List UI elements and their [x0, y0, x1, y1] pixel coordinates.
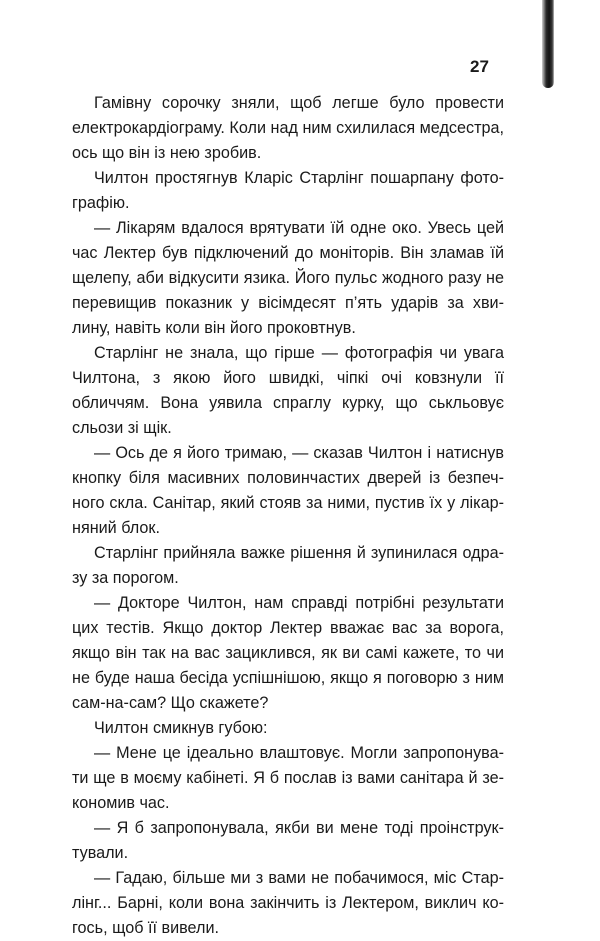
paragraph: Старлінг не знала, що гірше — фотографія чи увага Чилтона, з якою його швидкі, чіпкі очі ковзнули її обличчям. Вона уявила спраглу курку, що ськльовує сльози зі щік. [72, 344, 504, 437]
paragraph: — Я б запропонувала, якби ви мене тоді проінструктували. [72, 819, 504, 862]
paragraph: — Ось де я його тримаю, — сказав Чилтон і натиснув кнопку біля масивних половинчастих дверей із безпечного скла. Санітар, який стояв за ними, пустив їх у лікарняний блок. [72, 444, 504, 537]
paragraph: Гамівну сорочку зняли, щоб легше було провести електрокардіограму. Коли над ним схилилася медсестра, ось що він із нею зробив. [72, 94, 504, 162]
paragraph: Старлінг прийняла важке рішення й зупинилася одразу за порогом. [72, 544, 504, 587]
page-edge-marker [542, 0, 554, 88]
paragraph: — Гадаю, більше ми з вами не побачимося, міс Старлінг... Барні, коли вона закінчить із Лектером, виклич когось, щоб її вивели. [72, 869, 504, 937]
body-text [72, 91, 504, 941]
paragraph: Чилтон смикнув губою: [94, 719, 268, 737]
paragraph: — Докторе Чилтон, нам справді потрібні результати цих тестів. Якщо доктор Лектер вважає вас за ворога, якщо він так на вас зациклився, як ви самі кажете, то чи не буде наша бесіда успішнішою, якщо я поговорю з ним сам-на-сам? Що скажете? [72, 594, 504, 712]
page-number: 27 [470, 57, 489, 76]
paragraph: Чилтон простягнув Кларіс Старлінг пошарпану фотографію. [72, 169, 504, 212]
paragraph: — Лікарям вдалося врятувати їй одне око. Увесь цей час Лектер був підключений до моніторів. Він зламав їй щелепу, аби відкусити язика. Його пульс жодного разу не перевищив показник у вісімдесят п’ять ударів за хвилину, навіть коли він його проковтнув. [72, 219, 504, 337]
paragraph: — Мене це ідеально влаштовує. Могли запропонувати ще в моєму кабінеті. Я б послав із вами санітара й зекономив час. [72, 744, 504, 812]
